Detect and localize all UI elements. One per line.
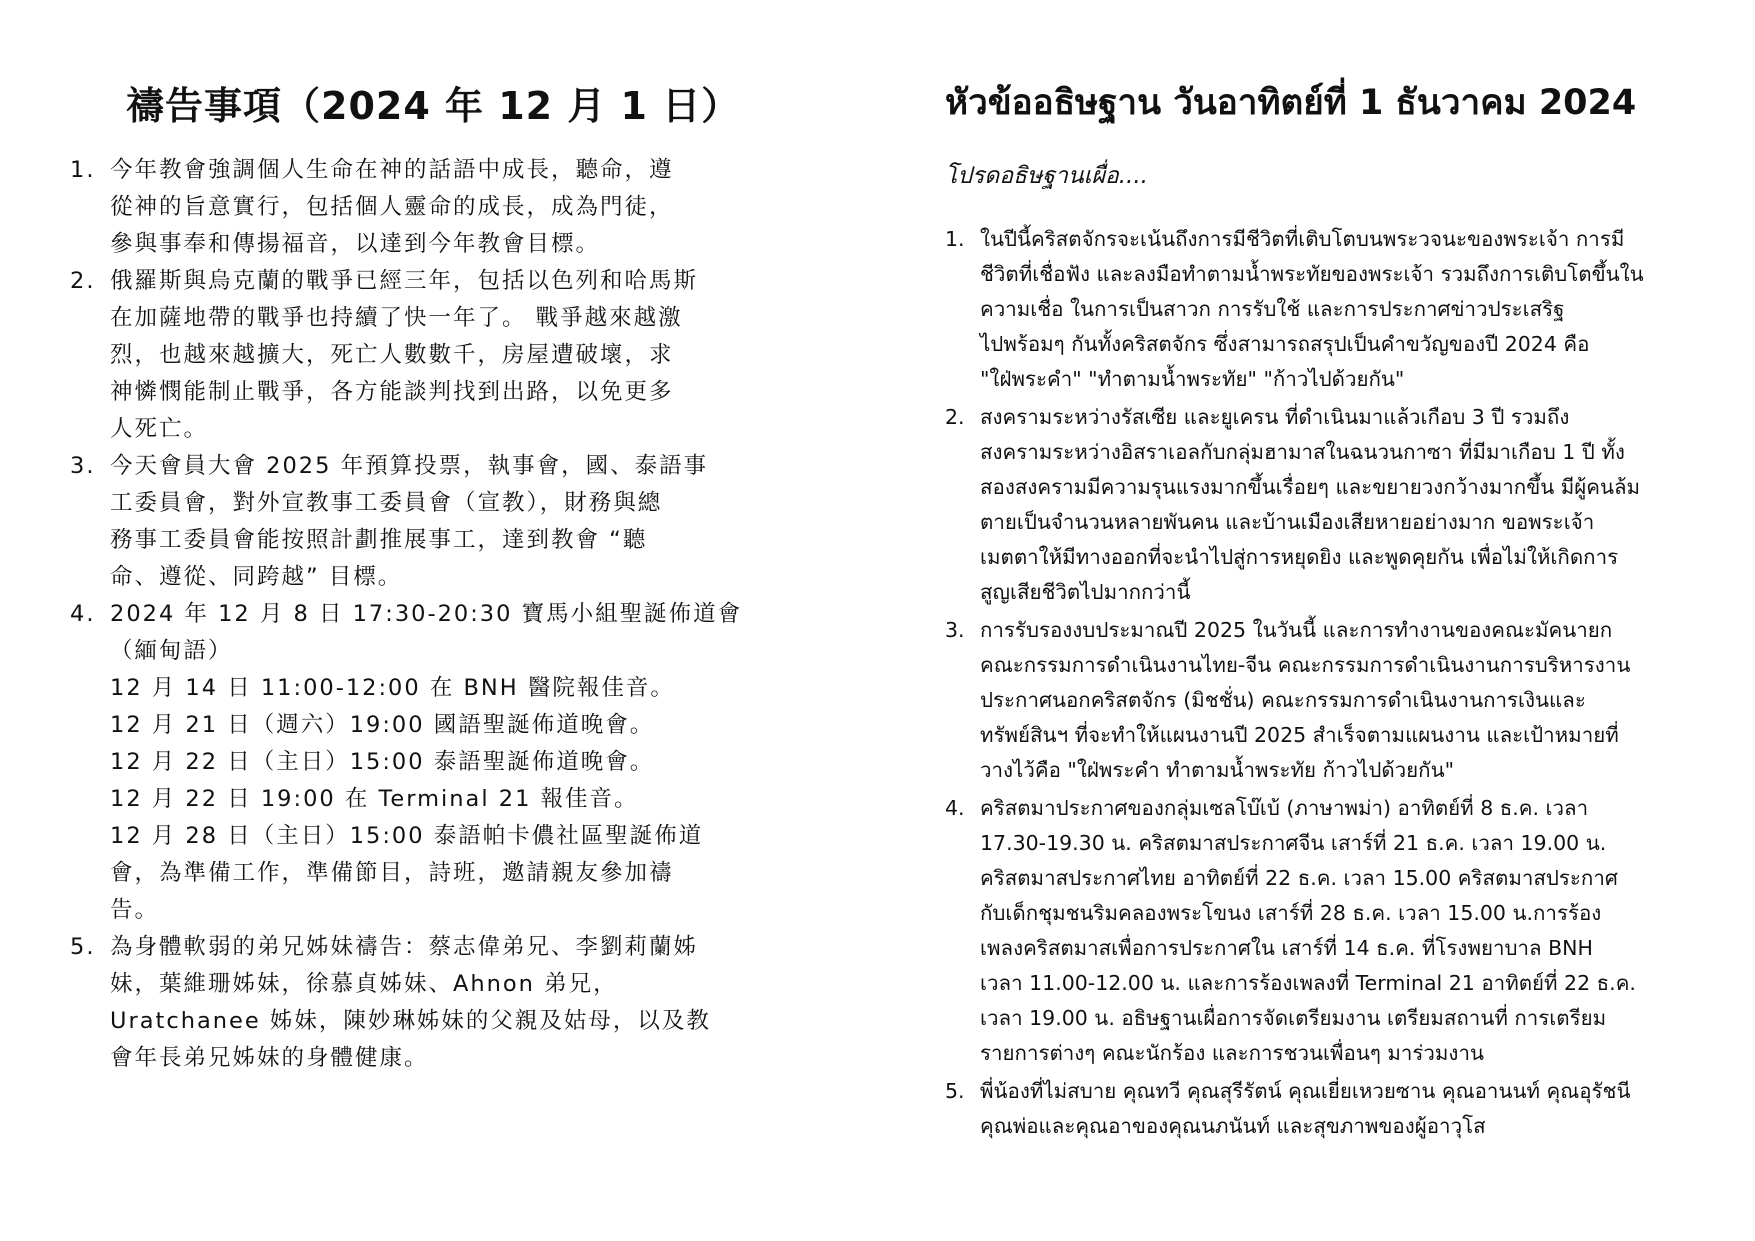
prayer-item-line: ไปพร้อมๆ กันทั้งคริสตจักร ซึ่งสามารถสรุปเป็นคำขวัญของปี 2024 คือ bbox=[980, 332, 1590, 356]
prayer-item-line: สงครามระหว่างอิสราเอลกับกลุ่มฮามาสในฉนวนกาซา ที่มีมาเกือบ 1 ปี ทั้ง bbox=[980, 440, 1625, 464]
prayer-item-line: สูญเสียชีวิตไปมากกว่านี้ bbox=[980, 580, 1191, 604]
prayer-item-line: 俄羅斯與烏克蘭的戰爭已經三年，包括以色列和哈馬斯 bbox=[110, 268, 699, 294]
prayer-item bbox=[70, 263, 815, 448]
prayer-item-line: คริสตมาสประกาศไทย อาทิตย์ที่ 22 ธ.ค. เวลา 15.00 คริสตมาสประกาศ bbox=[980, 866, 1618, 890]
prayer-item-line: ประกาศนอกคริสตจักร (มิชชั่น) คณะกรรมการดำเนินงานการเงินและ bbox=[980, 688, 1586, 712]
prayer-item-line: คริสตมาประกาศของกลุ่มเซลโบ๊เบ้ (ภาษาพม่า) อาทิตย์ที่ 8 ธ.ค. เวลา bbox=[980, 796, 1589, 820]
prayer-item-line: ความเชื่อ ในการเป็นสาวก การรับใช้ และการประกาศข่าวประเสริฐ bbox=[980, 297, 1565, 321]
prayer-item-number: 4. bbox=[70, 601, 96, 627]
prayer-item-line: เวลา 11.00-12.00 น. และการร้องเพลงที่ Terminal 21 อาทิตย์ที่ 22 ธ.ค. bbox=[980, 971, 1636, 995]
prayer-item-line: คุณพ่อและคุณอาของคุณนภนันท์ และสุขภาพของผู้อาวุโส bbox=[980, 1114, 1486, 1138]
chinese-title: 禱告事項（2024 年 12 月 1 日） bbox=[126, 84, 741, 128]
chinese-prayer-list bbox=[70, 152, 815, 1077]
prayer-item-line: กับเด็กชุมชนริมคลองพระโขนง เสาร์ที่ 28 ธ.ค. เวลา 15.00 น.การร้อง bbox=[980, 901, 1602, 925]
prayer-item-line: พี่น้องที่ไม่สบาย คุณทวี คุณสุรีรัตน์ คุณเยี่ยเหวยซาน คุณอานนท์ คุณอุรัชนี bbox=[980, 1079, 1631, 1103]
prayer-item-number: 2. bbox=[70, 268, 96, 294]
prayer-item-line: การรับรองงบประมาณปี 2025 ในวันนี้ และการทำงานของคณะมัคนายก bbox=[980, 618, 1613, 642]
prayer-item bbox=[945, 613, 1690, 788]
prayer-item-line: คณะกรรมการดำเนินงานไทย-จีน คณะกรรมการดำเนินงานการบริหารงาน bbox=[980, 653, 1631, 677]
prayer-item-line: 從神的旨意實行，包括個人靈命的成長，成為門徒， bbox=[110, 194, 674, 220]
prayer-item-line: 參與事奉和傳揚福音，以達到今年教會目標。 bbox=[110, 231, 601, 257]
prayer-item-line: 命、遵從、同跨越” 目標。 bbox=[110, 564, 403, 590]
prayer-item-line: 人死亡。 bbox=[110, 416, 209, 442]
prayer-item-line: 妹，葉維珊姊妹，徐慕貞姊妹、Ahnon 弟兄， bbox=[110, 971, 618, 997]
prayer-item-line: 12 月 22 日 19:00 在 Terminal 21 報佳音。 bbox=[110, 786, 639, 812]
prayer-item-number: 4. bbox=[945, 796, 965, 820]
prayer-item-line: ทรัพย์สินฯ ที่จะทำให้แผนงานปี 2025 สำเร็จตามแผนงาน และเป้าหมายที่ bbox=[980, 723, 1619, 747]
prayer-item-line: 12 月 28 日（主日）15:00 泰語帕卡儂社區聖誕佈道 bbox=[110, 823, 704, 849]
prayer-item-line: เวลา 19.00 น. อธิษฐานเผื่อการจัดเตรียมงาน เตรียมสถานที่ การเตรียม bbox=[980, 1006, 1607, 1030]
prayer-item bbox=[70, 152, 815, 263]
prayer-item-number: 5. bbox=[945, 1079, 965, 1103]
prayer-item-line: 2024 年 12 月 8 日 17:30-20:30 寶馬小組聖誕佈道會 bbox=[110, 601, 743, 627]
thai-column bbox=[945, 0, 1690, 1241]
prayer-item bbox=[945, 222, 1690, 397]
prayer-item-line: 會，為準備工作，準備節目，詩班，邀請親友參加禱 bbox=[110, 860, 674, 886]
prayer-item bbox=[945, 791, 1690, 1071]
thai-prayer-list bbox=[945, 222, 1690, 1147]
prayer-item-line: 務事工委員會能按照計劃推展事工，達到教會 “聽 bbox=[110, 527, 648, 553]
prayer-item-line: วางไว้คือ "ใฝ่พระคำ ทำตามน้ำพระทัย ก้าวไปด้วยกัน" bbox=[980, 758, 1455, 782]
prayer-item-line: 會年長弟兄姊妹的身體健康。 bbox=[110, 1045, 429, 1071]
prayer-item-line: （緬甸語） bbox=[110, 638, 233, 664]
prayer-item-line: รายการต่างๆ คณะนักร้อง และการชวนเพื่อนๆ มาร่วมงาน bbox=[980, 1041, 1484, 1065]
thai-subtitle: โปรดอธิษฐานเผื่อ.... bbox=[945, 163, 1148, 189]
prayer-item bbox=[70, 929, 815, 1077]
prayer-item-line: เมตตาให้มีทางออกที่จะนำไปสู่การหยุดยิง และพูดคุยกัน เพื่อไม่ให้เกิดการ bbox=[980, 545, 1619, 569]
thai-title: หัวข้ออธิษฐาน วันอาทิตย์ที่ 1 ธันวาคม 2024 bbox=[945, 83, 1637, 123]
prayer-item-line: เพลงคริสตมาสเพื่อการประกาศใน เสาร์ที่ 14 ธ.ค. ที่โรงพยาบาล BNH bbox=[980, 936, 1593, 960]
prayer-item bbox=[70, 448, 815, 596]
prayer-item-line: 工委員會，對外宣教事工委員會（宣教），財務與總 bbox=[110, 490, 663, 516]
prayer-item-number: 2. bbox=[945, 405, 965, 429]
prayer-item-number: 5. bbox=[70, 934, 96, 960]
prayer-item-number: 1. bbox=[945, 227, 965, 251]
chinese-column bbox=[70, 0, 815, 1241]
prayer-item-line: สงครามระหว่างรัสเซีย และยูเครน ที่ดำเนินมาแล้วเกือบ 3 ปี รวมถึง bbox=[980, 405, 1570, 429]
prayer-item-number: 3. bbox=[70, 453, 96, 479]
prayer-item-line: "ใฝ่พระคำ" "ทำตามน้ำพระทัย" "ก้าวไปด้วยกัน" bbox=[980, 367, 1405, 391]
prayer-item-line: 告。 bbox=[110, 897, 160, 923]
prayer-item-line: 今年教會強調個人生命在神的話語中成長，聽命，遵 bbox=[110, 157, 674, 183]
prayer-item-line: 12 月 21 日（週六）19:00 國語聖誕佈道晚會。 bbox=[110, 712, 655, 738]
prayer-item-line: 為身體軟弱的弟兄姊妹禱告：蔡志偉弟兄、李劉莉蘭姊 bbox=[110, 934, 699, 960]
prayer-item-line: สองสงครามมีความรุนแรงมากขึ้นเรื่อยๆ และขยายวงกว้างมากขึ้น มีผู้คนล้ม bbox=[980, 475, 1641, 499]
prayer-item-line: ในปีนี้คริสตจักรจะเน้นถึงการมีชีวิตที่เติบโตบนพระวจนะของพระเจ้า การมี bbox=[980, 227, 1625, 251]
prayer-item bbox=[945, 1074, 1690, 1144]
prayer-item-line: ตายเป็นจำนวนหลายพันคน และบ้านเมืองเสียหายอย่างมาก ขอพระเจ้า bbox=[980, 510, 1595, 534]
prayer-item-line: 今天會員大會 2025 年預算投票，執事會，國、泰語事 bbox=[110, 453, 709, 479]
prayer-item-line: Uratchanee 姊妹，陳妙琳姊妹的父親及姑母，以及教 bbox=[110, 1008, 711, 1034]
prayer-item-number: 3. bbox=[945, 618, 965, 642]
prayer-item-line: 12 月 14 日 11:00-12:00 在 BNH 醫院報佳音。 bbox=[110, 675, 675, 701]
prayer-item-line: 12 月 22 日（主日）15:00 泰語聖誕佈道晚會。 bbox=[110, 749, 655, 775]
prayer-item-line: 烈，也越來越擴大，死亡人數數千，房屋遭破壞，求 bbox=[110, 342, 674, 368]
prayer-item-line: ชีวิตที่เชื่อฟัง และลงมือทำตามน้ำพระทัยของพระเจ้า รวมถึงการเติบโตขึ้นใน bbox=[980, 262, 1644, 286]
prayer-item-number: 1. bbox=[70, 157, 96, 183]
prayer-item-line: 神憐憫能制止戰爭，各方能談判找到出路，以免更多 bbox=[110, 379, 674, 405]
prayer-item bbox=[70, 596, 815, 929]
prayer-item-line: 17.30-19.30 น. คริสตมาสประกาศจีน เสาร์ที่ 21 ธ.ค. เวลา 19.00 น. bbox=[980, 831, 1607, 855]
prayer-item bbox=[945, 400, 1690, 610]
prayer-item-line: 在加薩地帶的戰爭也持續了快一年了。 戰爭越來越激 bbox=[110, 305, 683, 331]
